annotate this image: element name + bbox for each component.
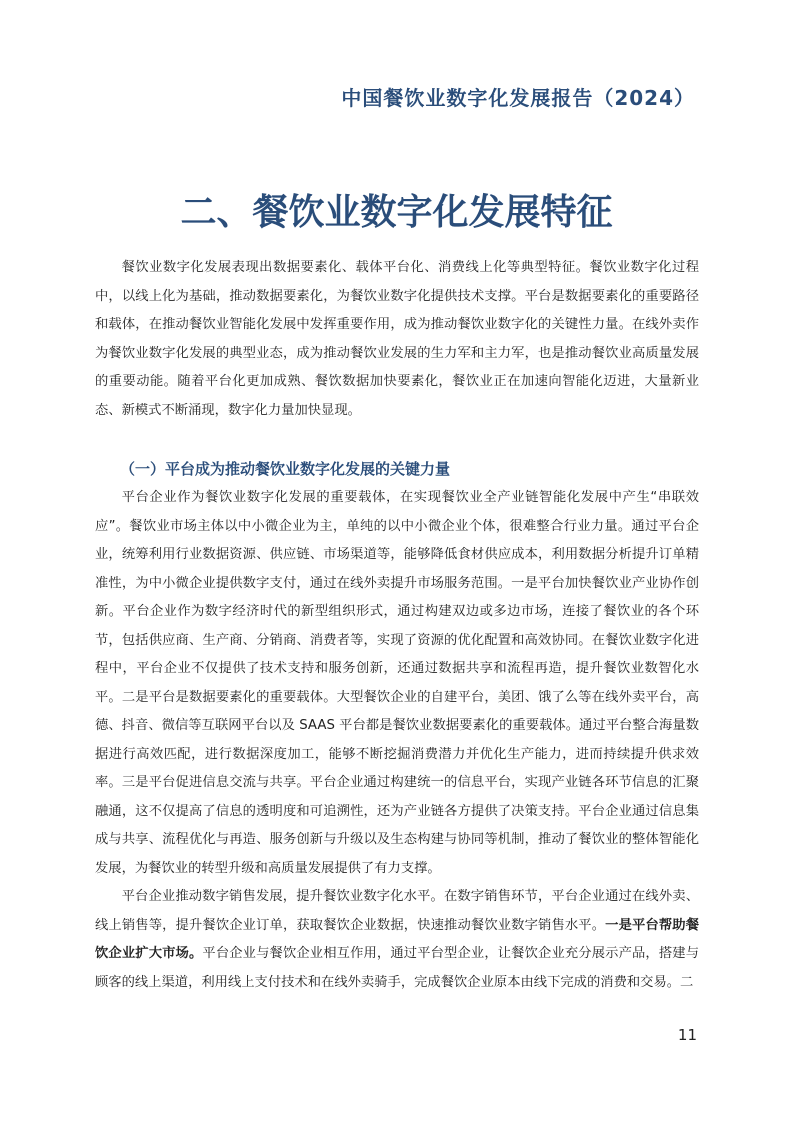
paragraph-2-rest: 平台企业与餐饮企业相互作用，通过平台型企业，让餐饮企业充分展示产品，搭建与顾客的线上渠道，利用线上支付技术和在线外卖骑手，完成餐饮企业原本由线下完成的消费和交易。二	[95, 946, 700, 990]
section-body	[95, 484, 699, 997]
intro-paragraph: 餐饮业数字化发展表现出数据要素化、载体平台化、消费线上化等典型特征。餐饮业数字化过程中，以线上化为基础，推动数据要素化，为餐饮业数字化提供技术支撑。平台是数据要素化的重要路径和载体，在推动餐饮业智能化发展中发挥重要作用，成为推动餐饮业数字化的关键性力量。在线外卖作为餐饮业数字化发展的典型业态，成为推动餐饮业发展的生力军和主力军，也是推动餐饮业高质量发展的重要动能。随着平台化更加成熟、餐饮数据加快要素化，餐饮业正在加速向智能化迈进，大量新业态、新模式不断涌现，数字化力量加快显现。	[95, 260, 699, 418]
paragraph-2-lead: 平台企业推动数字销售发展，提升餐饮业数字化水平。在数字销售环节，平台企业通过在线外卖、线上销售等，提升餐饮企业订单，获取餐饮企业数据，快速推动餐饮业数字销售水平。	[95, 889, 699, 933]
paragraph-2-bold: 一是平台帮助餐饮企业扩大市场。	[95, 917, 700, 961]
chapter-title: 二、餐饮业数字化发展特征	[180, 191, 613, 233]
page-number: 11	[677, 1026, 697, 1044]
section-paragraph-1: 平台企业作为餐饮业数字化发展的重要载体，在实现餐饮业全产业链智能化发展中产生“串联效应”。餐饮业市场主体以中小微企业为主，单纯的以中小微企业个体，很难整合行业力量。通过平台企业，统筹利用行业数据资源、供应链、市场渠道等，能够降低食材供应成本，利用数据分析提升订单精准性，为中小微企业提供数字支付，通过在线外卖提升市场服务范围。一是平台加快餐饮业产业协作创新。平台企业作为数字经济时代的新型组织形式，通过构建双边或多边市场，连接了餐饮业的各个环节，包括供应商、生产商、分销商、消费者等，实现了资源的优化配置和高效协同。在餐饮业数字化进程中，平台企业不仅提供了技术支持和服务创新，还通过数据共享和流程再造，提升餐饮业数智化水平。二是平台是数据要素化的重要载体。大型餐饮企业的自建平台，美团、饿了么等在线外卖平台，高德、抖音、微信等互联网平台以及 SAAS 平台都是餐饮业数据要素化的重要载体。通过平台整合海量数据进行高效匹配，进行数据深度加工，能够不断挖掘消费潜力并优化生产能力，进而持续提升供求效率。三是平台促进信息交流与共享。平台企业通过构建统一的信息平台，实现产业链各环节信息的汇聚融通，这不仅提高了信息的透明度和可追溯性，还为产业链各方提供了决策支持。平台企业通过信息集成与共享、流程优化与再造、服务创新与升级以及生态构建与协同等机制，推动了餐饮业的整体智能化发展，为餐饮业的转型升级和高质量发展提供了有力支撑。	[95, 490, 699, 876]
section-heading: （一）平台成为推动餐饮业数字化发展的关键力量	[120, 460, 451, 478]
intro-section	[95, 254, 699, 425]
section-paragraph-2	[95, 883, 699, 997]
running-header: 中国餐饮业数字化发展报告（2024）	[341, 86, 695, 110]
